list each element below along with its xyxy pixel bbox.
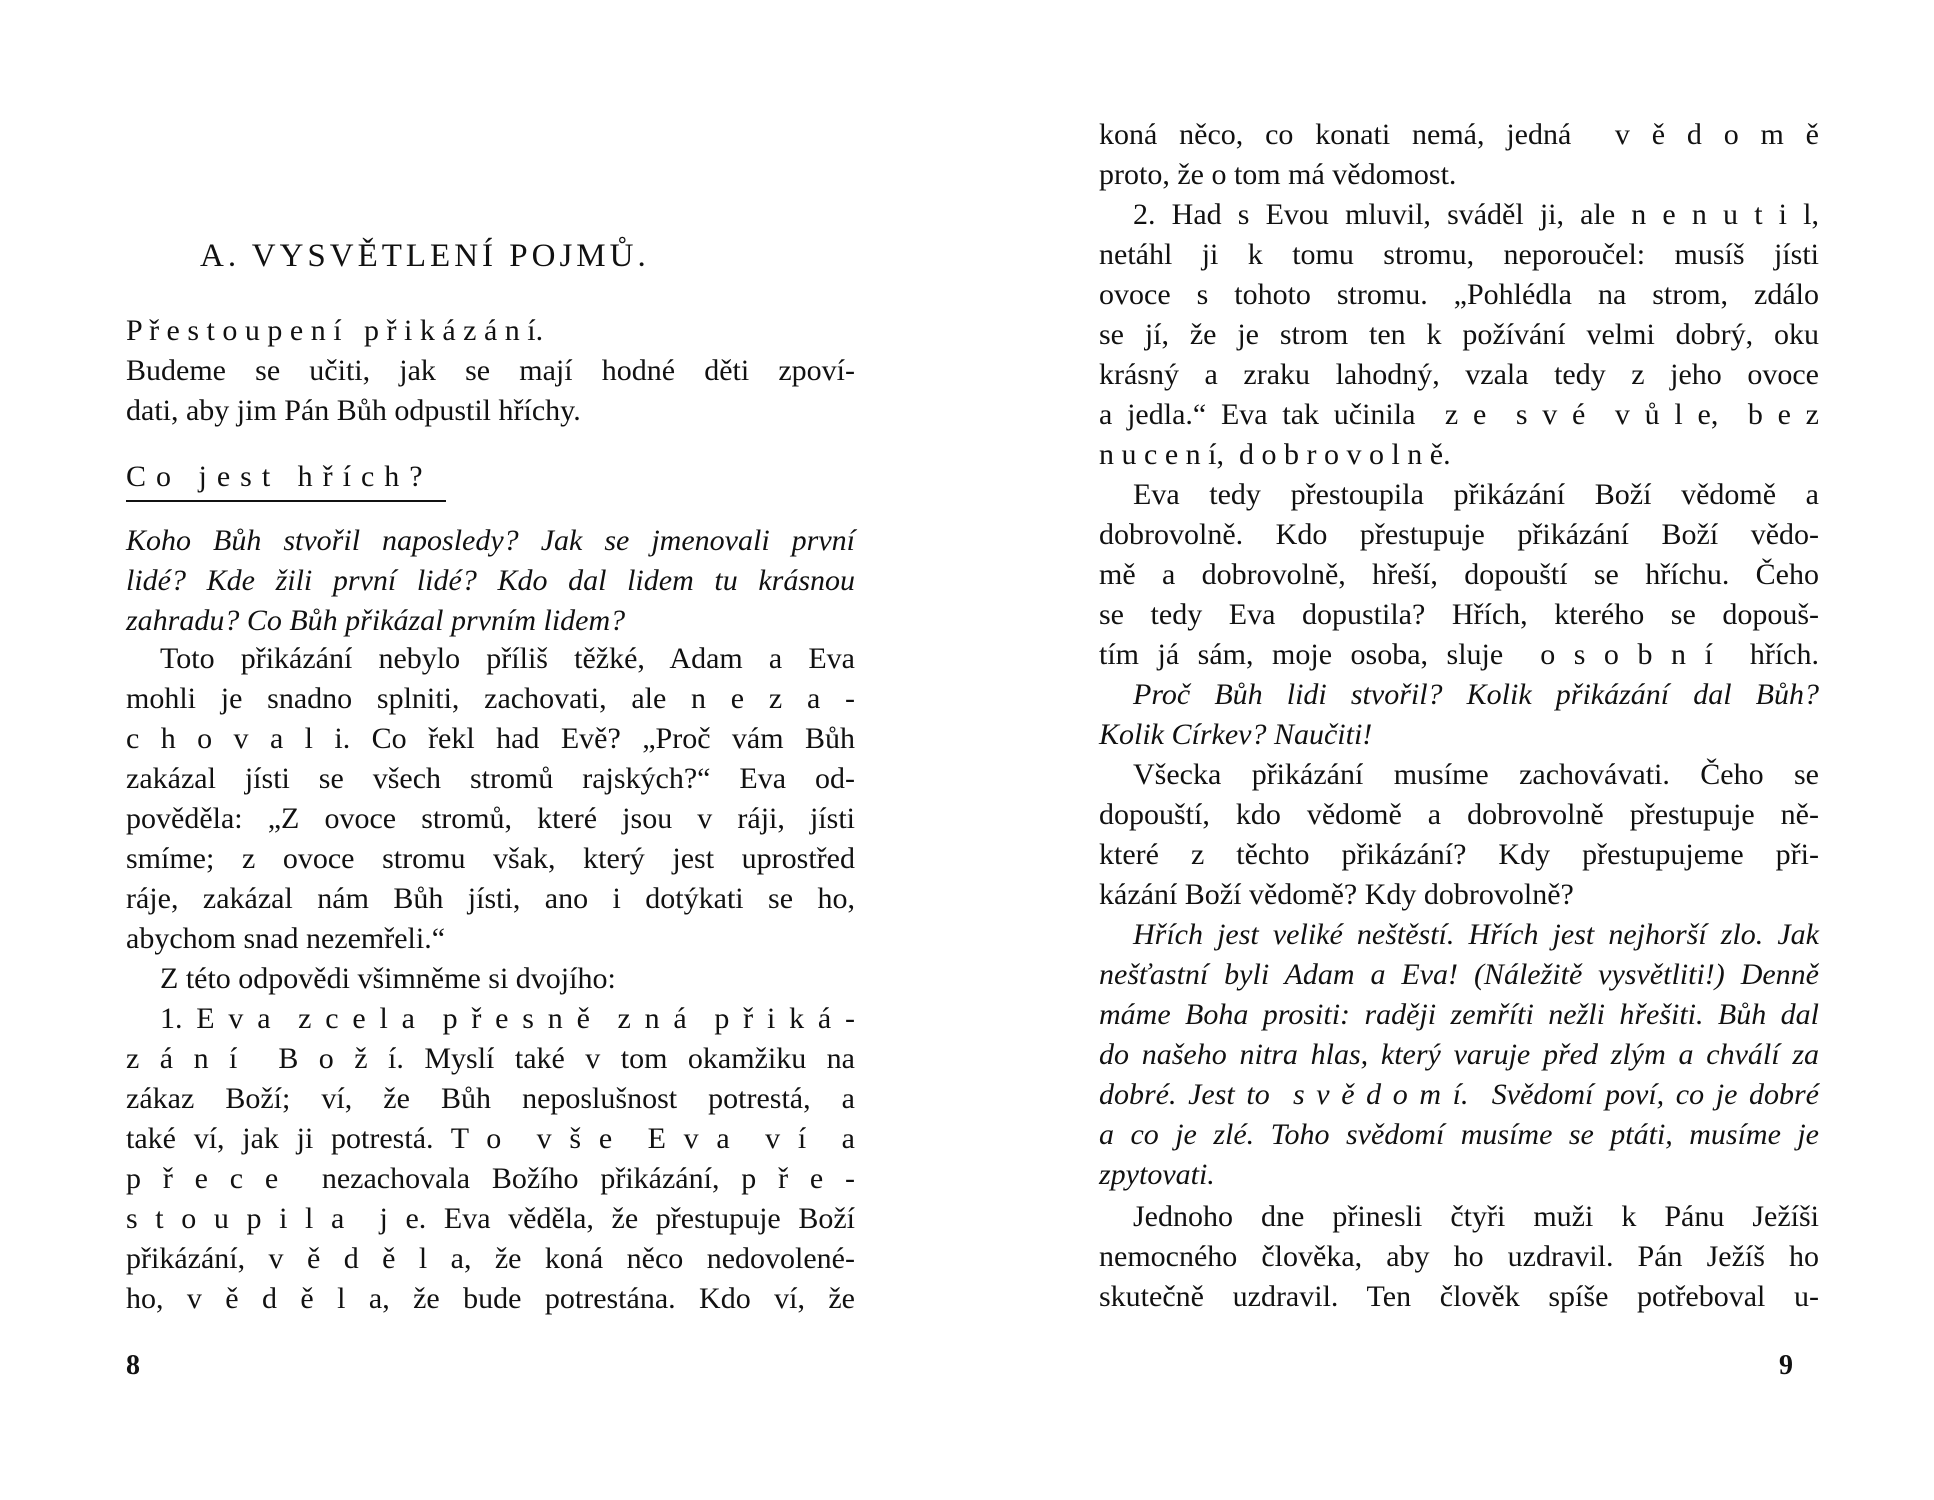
page-number: 8 [126, 1350, 140, 1381]
text-line: zákaz Boží; ví, že Bůh neposlušnost potrestá, a [126, 1082, 855, 1115]
text-line: netáhl ji k tomu stromu, neporoučel: musíš jísti [1099, 238, 1819, 271]
question-line: Kolik Církev? Naučiti! [1099, 718, 1373, 751]
text-line: mě a dobrovolně, hřeší, dopouští se hříchu. Čeho [1099, 558, 1819, 591]
text-line: krásný a zraku lahodný, vzala tedy z jeho ovoce [1099, 358, 1819, 391]
subheading-underline [126, 500, 446, 502]
question-line: Proč Bůh lidi stvořil? Kolik přikázání dal Bůh? [1133, 678, 1819, 711]
text-line: které z těchto přikázání? Kdy přestupujeme při- [1099, 838, 1819, 871]
text-line: p ř e c e nezachovala Božího přikázání, p ř e - [126, 1162, 855, 1195]
text-line: Z této odpovědi všimněme si dvojího: [160, 962, 616, 995]
text-line: proto, že o tom má vědomost. [1099, 158, 1457, 191]
text-line: tím já sám, moje osoba, sluje o s o b n í hřích. [1099, 638, 1819, 671]
text-line: abychom snad nezemřeli.“ [126, 922, 446, 955]
italic-line: dobré. Jest to s v ě d o m í. Svědomí poví, co je dobré [1099, 1078, 1819, 1111]
text-line: se tedy Eva dopustila? Hřích, kterého se dopouš- [1099, 598, 1819, 631]
text-line: n u c e n í, d o b r o v o l n ě. [1099, 438, 1451, 471]
text-line: Eva tedy přestoupila přikázání Boží vědomě a [1133, 478, 1819, 511]
text-line: ovoce s tohoto stromu. „Pohlédla na strom, zdálo [1099, 278, 1819, 311]
italic-line: máme Boha prositi: raději zemříti nežli hřešiti. Bůh dal [1099, 998, 1819, 1031]
text-line: Toto přikázání nebylo příliš těžké, Adam a Eva [160, 642, 855, 675]
text-line: pověděla: „Z ovoce stromů, které jsou v ráji, jísti [126, 802, 855, 835]
text-line: také ví, jak ji potrestá. T o v š e E v a v í a [126, 1122, 855, 1155]
text-line: mohli je snadno splniti, zachovati, ale n e z a - [126, 682, 855, 715]
text-line: se jí, že je strom ten k požívání velmi dobrý, oku [1099, 318, 1819, 351]
text-line: přikázání, v ě d ě l a, že koná něco nedovolené- [126, 1242, 855, 1275]
text-line: nemocného člověka, aby ho uzdravil. Pán Ježíš ho [1099, 1240, 1819, 1273]
italic-line: a co je zlé. Toho svědomí musíme se ptáti, musíme je [1099, 1118, 1819, 1151]
italic-line: nešťastní byli Adam a Eva! (Náležitě vysvětliti!) Denně [1099, 958, 1819, 991]
question-line: Koho Bůh stvořil naposledy? Jak se jmenovali první [126, 524, 855, 557]
text-line: Budeme se učiti, jak se mají hodné děti zpoví- [126, 354, 855, 387]
section-heading: A. VYSVĚTLENÍ POJMŮ. [200, 238, 650, 274]
text-line: 2. Had s Evou mluvil, sváděl ji, ale n e n u t i l, [1133, 198, 1819, 231]
italic-line: zpytovati. [1099, 1158, 1215, 1191]
text-line: smíme; z ovoce stromu však, který jest uprostřed [126, 842, 855, 875]
text-line: ho, v ě d ě l a, že bude potrestána. Kdo ví, že [126, 1282, 855, 1315]
text-line: skutečně uzdravil. Ten člověk spíše potřeboval u- [1099, 1280, 1819, 1313]
text-line: dopouští, kdo vědomě a dobrovolně přestupuje ně- [1099, 798, 1819, 831]
italic-line: Hřích jest veliké neštěstí. Hřích jest nejhorší zlo. Jak [1133, 918, 1819, 951]
right-page [967, 0, 1934, 1500]
page-number: 9 [1779, 1350, 1793, 1381]
text-line: c h o v a l i. Co řekl had Evě? „Proč vám Bůh [126, 722, 855, 755]
text-line: dobrovolně. Kdo přestupuje přikázání Boží vědo- [1099, 518, 1819, 551]
text-line: koná něco, co konati nemá, jedná v ě d o m ě [1099, 118, 1819, 151]
subheading: Co jest hřích? [126, 460, 433, 493]
text-line: zakázal jísti se všech stromů rajských?“ Eva od- [126, 762, 855, 795]
question-line: lidé? Kde žili první lidé? Kdo dal lidem tu krásnou [126, 564, 855, 597]
question-line: zahradu? Co Bůh přikázal prvním lidem? [126, 604, 626, 637]
italic-line: do našeho nitra hlas, který varuje před zlým a chválí za [1099, 1038, 1819, 1071]
text-line: s t o u p i l a j e. Eva věděla, že přestupuje Boží [126, 1202, 855, 1235]
text-line: Jednoho dne přinesli čtyři muži k Pánu Ježíši [1133, 1200, 1819, 1233]
text-line: a jedla.“ Eva tak učinila z e s v é v ů l e, b e z [1099, 398, 1819, 431]
text-line: ráje, zakázal nám Bůh jísti, ano i dotýkati se ho, [126, 882, 855, 915]
text-line: z á n í B o ž í. Myslí také v tom okamžiku na [126, 1042, 855, 1075]
text-line: Všecka přikázání musíme zachovávati. Čeho se [1133, 758, 1819, 791]
text-line: P ř e s t o u p e n í p ř i k á z á n í. [126, 314, 544, 347]
text-line: dati, aby jim Pán Bůh odpustil hříchy. [126, 394, 581, 427]
text-line: 1. E v a z c e l a p ř e s n ě z n á p ř i k á - [160, 1002, 855, 1035]
text-line: kázání Boží vědomě? Kdy dobrovolně? [1099, 878, 1574, 911]
